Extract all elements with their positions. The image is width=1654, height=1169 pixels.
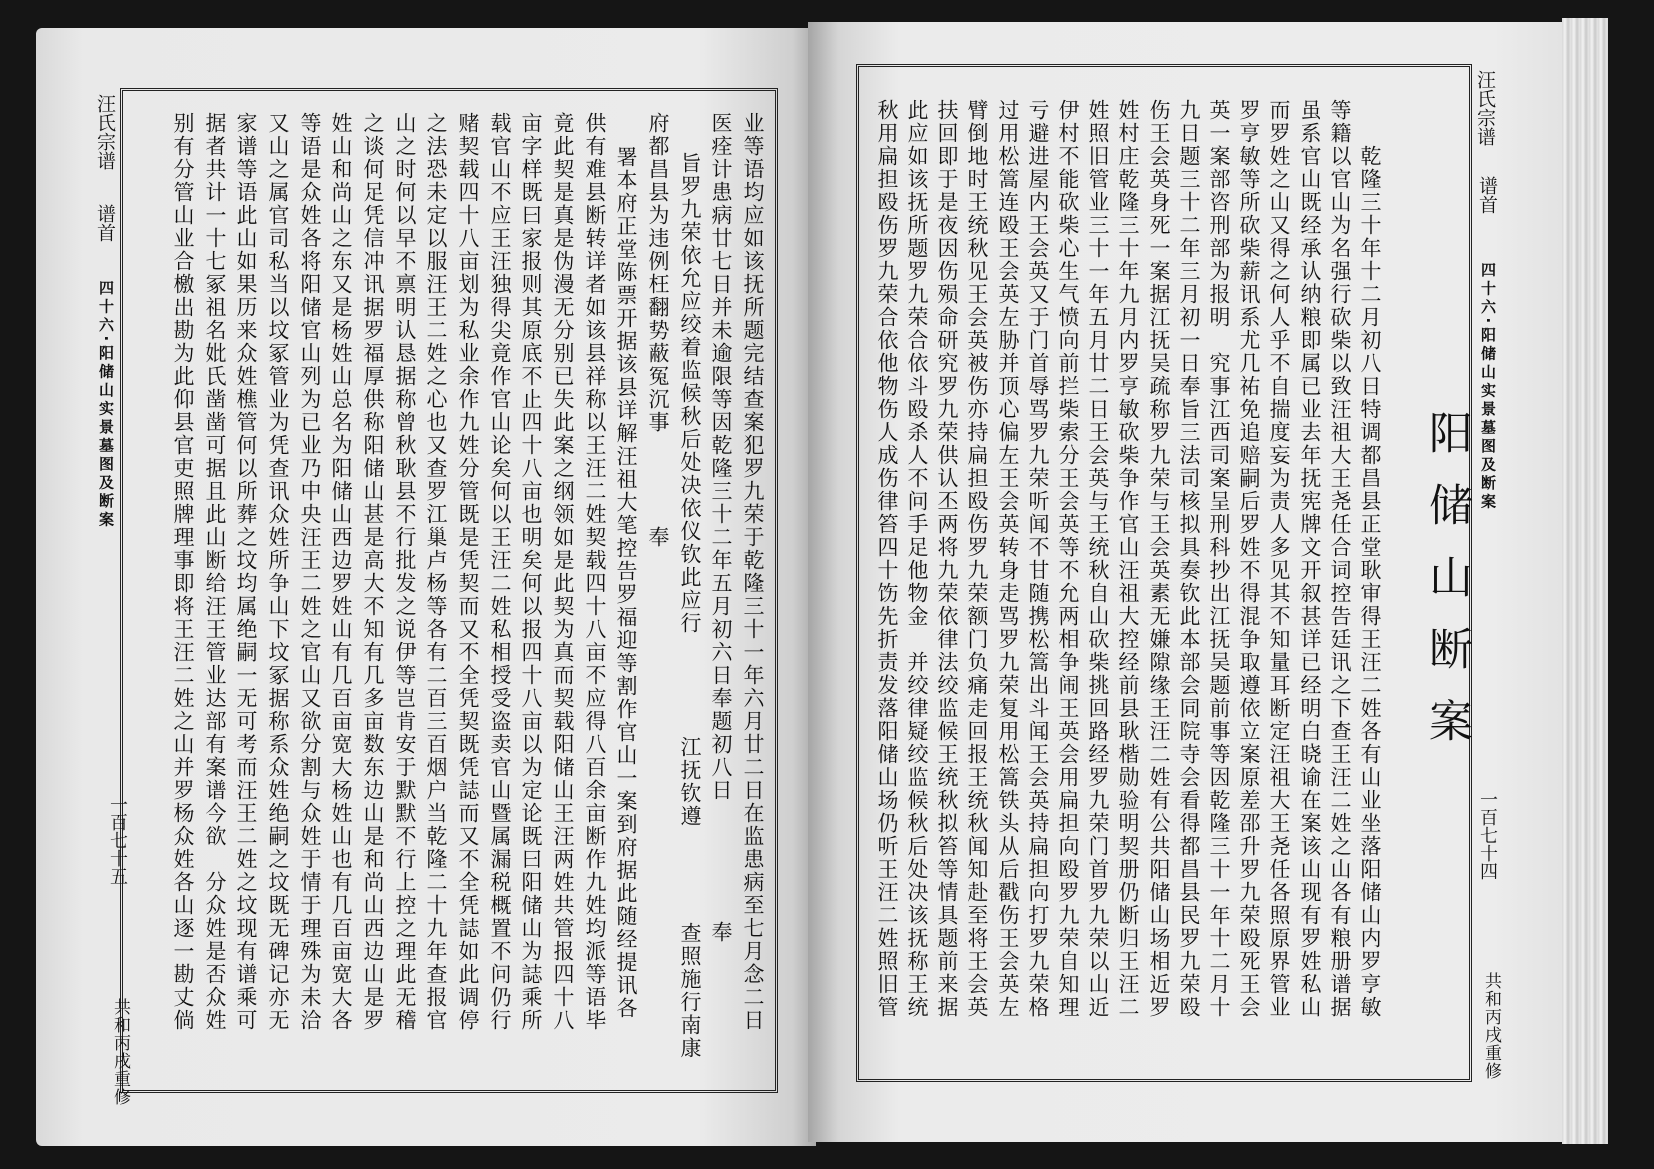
text-column: 医痊计患病廿七日并未逾限等因乾隆三十二年五月初六日奉题初八日 [709,112,733,802]
left-page-number: 一百七十五 [107,795,128,885]
text-column: 英一案部咨刑部为报明 究事江西司案呈刑科抄出江抚吴题前事等因乾隆三十一年十二月十 [1207,99,1231,1019]
right-page-number: 一百七十四 [1477,790,1498,880]
text-column: 此应如该抚所题罗九荣合依斗殴杀人不问手足他物金 并绞律疑绞监候秋后处决该抚称王统 [905,99,929,1019]
page-edges [1562,18,1608,1144]
text-column: 姓山和尚山之东又是杨姓山总名为阳储山西边罗姓山有几百亩宽大杨姓山也有几百亩宽大各 [329,112,353,1032]
text-column: 而罗姓之山又得之何人乎不自揣度妄为责人多见其不知量耳断定汪祖大王尧任各照原界管业 [1267,99,1291,1019]
text-column: 臂倒地时王统秋见王会英被伤亦持扁担殴伤罗九荣额门负痛走回报王统秋闻知赴至将王会英 [965,99,989,1019]
text-column: 供有难县断转详者如该县祥称以王汪二姓契载四十八亩不应得八百余亩断作九姓均派等语毕 [583,112,607,1032]
right-running-head-section: 谱首 [1476,176,1498,214]
text-column: 等籍以官山为名强行砍柴以致汪祖大王尧任合词控告廷讯之下查王汪二姓之山各有粮册谱据 [1328,99,1352,1019]
text-column: 署本府正堂陈票开据该县详解汪祖大笔控告罗福迎等割作官山一案到府据此随经提讯各 [614,146,638,1020]
text-column: 旨罗九荣依允应绞着监候秋后处决依仪钦此应行 [678,152,702,635]
text-column: 乾隆三十年十二月初八日特调都昌县正堂耿审得王汪二姓各有山业坐落阳储山内罗亨敏 [1358,145,1382,1019]
text-column: 等语是众姓各将阳储官山列为已业乃中央汪王二姓之官山又欲分割与众姓于情于理殊为未洽 [298,112,322,1032]
left-footer-edition: 共和丙戌重修 [110,998,130,1106]
text-column: 之法恐未定以服汪王二姓之心也又查罗江巢卢杨等各有二百三百烟户当乾隆二十九年查报官 [424,112,448,1032]
left-running-head-book: 汪氏宗谱 [94,94,116,170]
text-column: 虽系官山既经承认纳粮即属已业去年抚宪牌文开叙甚详已经明白晓谕在案该山现有罗姓私山 [1298,99,1322,1019]
text-column: 竟此契是真是伪漫无分别已失此案之纲领如是此契为真而契载阳储山王汪两姓共管报四十八 [551,112,575,1032]
text-column: 过用松篙连殴王会英左胁并顶心偏左王会英转身走骂罗九荣复用松篙铁头从后戳伤王会英左 [996,99,1020,1019]
text-column: 山之时何以早不禀明认恳据称曾秋耿县不行批发之说伊等岂肯安于默默不行上控之理此无稽 [393,112,417,1032]
right-running-head-book: 汪氏宗谱 [1474,70,1496,146]
text-column: 据者共计一十七冢祖名妣氏凿凿可据且此山断给汪王管业达部有案谱今欲 分众姓是否众姓 [203,112,227,1032]
text-column: 亩字样既曰家报则其原底不止四十八亩也明矣何以报四十八亩以为定论既曰阳储山为誌乘所 [519,112,543,1032]
right-footer-edition: 共和丙戌重修 [1481,972,1501,1080]
text-column: 赌契载四十八亩划为私业余作九姓分管既是凭契而又不全凭契既凭誌而又不全凭誌如此调停 [456,112,480,1032]
text-column-segment: 江抚钦遵 [678,736,702,828]
text-column: 姓村庄乾隆三十年九月内罗亨敏砍柴争作官山汪祖大控经前县耿楷勋验明契册仍断归王汪二 [1116,99,1140,1019]
text-column: 又山之属官司私当以坟冢管业为凭查讯众姓所争山下坟冢据称系众姓绝嗣之坟既无碑记亦无 [266,112,290,1032]
text-column-segment: 奉 [646,526,670,549]
text-column: 之谈何足凭信冲讯据罗福厚供称阳储山甚是高大不知有几多亩数东边山是和尚山西边山是罗 [361,112,385,1032]
text-column: 秋用扁担殴伤罗九荣合依他物伤人成伤律笞四十饬先折责发落阳储山场仍听王汪二姓照旧管 [875,99,899,1019]
text-column: 业等语均应如该抚所题完结查案犯罗九荣于乾隆三十一年六月廿二日在监患病至七月念二日 [741,112,765,1032]
left-running-head-chapter: 四十六·阳储山实景墓图及断案 [97,280,115,530]
right-running-head-chapter: 四十六·阳储山实景墓图及断案 [1479,262,1497,512]
left-running-head-section: 谱首 [94,204,116,242]
text-column: 罗亨敏等所砍柴薪讯系尤几祐免追赔嗣后罗姓不得混争取遵依立案原差邵升罗九荣殴死王会 [1237,99,1261,1019]
text-column: 伤王会英身死一案据江抚吴疏称罗九荣与王会英素无嫌隙缘王汪二姓有公共阳储山场相近罗 [1147,99,1171,1019]
text-column: 府都昌县为违例枉翻势蔽冤沉事 [646,112,670,434]
article-title: 阳储山断案 [1421,410,1472,770]
text-column: 伊村不能砍柴心生气愤向前拦柴索分王会英等不允两相争闹王英会用扁担向殴罗九荣自知理 [1056,99,1080,1019]
text-column-segment: 查照施行南康 [678,922,702,1060]
text-column: 扶回即于是夜因伤殒命研究罗九荣供认丕两将九荣依律法绞监候王统秋拟笞等情具题前来据 [935,99,959,1019]
text-column-segment: 奉 [709,921,733,944]
text-column: 亏避进屋内王会英又于门首辱骂罗九荣听闻不甘随携松篙出斗闻王会英持扁担向打罗九荣格 [1026,99,1050,1019]
text-column: 别有分管山业合檄出勘为此仰县官吏照牌理事即将王汪二姓之山并罗杨众姓各山逐一勘丈倘 [171,112,195,1032]
text-column: 九日题三十二年三月初一日奉旨三法司核拟具奏钦此本部会同院寺会看得都昌县民罗九荣殴 [1177,99,1201,1019]
text-column: 家谱等语此山如果历来众姓樵管何以所葬之坟均属绝嗣一无可考而汪王二姓之坟现有谱乘可 [234,112,258,1032]
text-column: 载官山不应王汪独得尖竟作官山论矣何以王汪二姓私相授受盗卖官山暨属漏税概置不问仍行 [488,112,512,1032]
text-column: 姓照旧管业三十一年五月廿二日王会英与王统秋自山砍柴挑回路经罗九荣门首罗九荣以山近 [1086,99,1110,1019]
